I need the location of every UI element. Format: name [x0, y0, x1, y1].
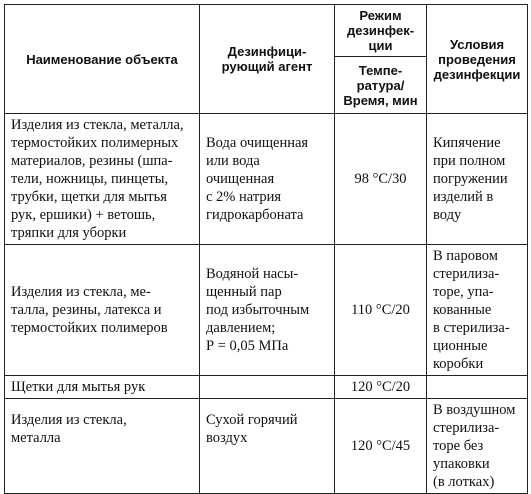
agent-cell [200, 114, 335, 245]
header-agent-line: рующий агент [221, 59, 313, 74]
table-row [5, 376, 528, 399]
agent-cell [200, 399, 335, 494]
agent-cell [200, 245, 335, 376]
cell-line: рук, ершики) + ветошь, [11, 207, 156, 223]
header-conditions [427, 5, 528, 114]
header-mode-sub-line: Темпе- [358, 62, 403, 78]
agent-cell [200, 376, 335, 399]
cell-line: стерилиза- [433, 420, 500, 436]
cell-line: ционные [433, 338, 488, 354]
table-row [5, 245, 528, 376]
conditions-cell [427, 376, 528, 399]
cell-line: Вода очищенная [206, 135, 309, 151]
object-cell [5, 245, 200, 376]
cell-line: Сухой горячий [206, 412, 298, 428]
cell-line: изделий в [433, 189, 494, 205]
mode-cell: 120 °С/20 [335, 376, 427, 399]
header-object-name: Наименование объекта [5, 5, 200, 114]
cell-line: талла, резины, латекса и [11, 302, 162, 318]
header-mode-line: Режим [359, 8, 402, 23]
disinfection-table [4, 4, 528, 494]
object-cell [5, 114, 200, 245]
table-row [5, 114, 528, 245]
cell-line: при полном [433, 153, 506, 169]
conditions-cell [427, 245, 528, 376]
cell-line: погружении [433, 171, 508, 187]
header-mode [335, 5, 427, 57]
cell-line: Изделия из стекла, ме- [11, 284, 151, 300]
header-mode-line: ции [368, 38, 393, 53]
header-conditions-line: Условия [449, 36, 505, 52]
cell-line: трубки, щетки для мытья [11, 189, 167, 205]
mode-cell: 110 °С/20 [335, 245, 427, 376]
cell-line: под избыточным [206, 302, 310, 318]
cell-line: тряпки для уборки [11, 225, 127, 241]
cell-line: Кипячение [433, 135, 501, 151]
cell-line: Изделия из стекла, металла, [11, 117, 184, 133]
cell-line: торе без упаковки [433, 438, 490, 472]
header-mode-sub [335, 57, 427, 114]
cell-line: Изделия из стекла, [11, 412, 127, 428]
cell-line: термостойких полимерных [11, 135, 179, 151]
cell-line: кованные [433, 302, 492, 318]
cell-line: в стерилиза- [433, 320, 510, 336]
header-conditions-line: проведения [438, 51, 516, 67]
cell-line: воду [433, 207, 462, 223]
table-row [5, 399, 528, 494]
object-cell [5, 399, 200, 494]
header-agent [200, 5, 335, 114]
cell-line: или вода [206, 153, 260, 169]
header-mode-sub-line: ратура/ [356, 77, 405, 93]
cell-line: стерилиза- [433, 266, 500, 282]
object-cell: Щетки для мытья рук [5, 376, 200, 399]
cell-line: с 2% натрия [206, 189, 282, 205]
cell-line: давлением; [206, 320, 276, 336]
cell-line: В паровом [433, 248, 498, 264]
cell-line: коробки [433, 356, 484, 372]
header-mode-line: дезинфек- [346, 23, 415, 38]
cell-line: Водяной насы- [206, 266, 299, 282]
cell-line: (в лотках) [433, 474, 495, 490]
header-conditions-line: дезинфекции [433, 66, 521, 82]
cell-line: очищенная [206, 171, 275, 187]
cell-line: Р = 0,05 МПа [206, 338, 289, 354]
cell-line: В воздушном [433, 402, 516, 418]
header-agent-line: Дезинфици- [227, 44, 307, 59]
mode-cell: 98 °С/30 [335, 114, 427, 245]
cell-line: гидрокарбоната [206, 207, 304, 223]
conditions-cell [427, 114, 528, 245]
header-mode-sub-line: Время, мин [343, 92, 418, 108]
cell-line: термостойких полимеров [11, 320, 168, 336]
cell-line: щенный пар [206, 284, 282, 300]
cell-line: материалов, резины (шпа- [11, 153, 173, 169]
cell-line: тели, ножницы, пинцеты, [11, 171, 169, 187]
conditions-cell [427, 399, 528, 494]
cell-line: воздух [206, 430, 248, 446]
cell-line: металла [11, 430, 61, 446]
cell-line: торе, упа- [433, 284, 494, 300]
mode-cell: 120 °С/45 [335, 399, 427, 494]
